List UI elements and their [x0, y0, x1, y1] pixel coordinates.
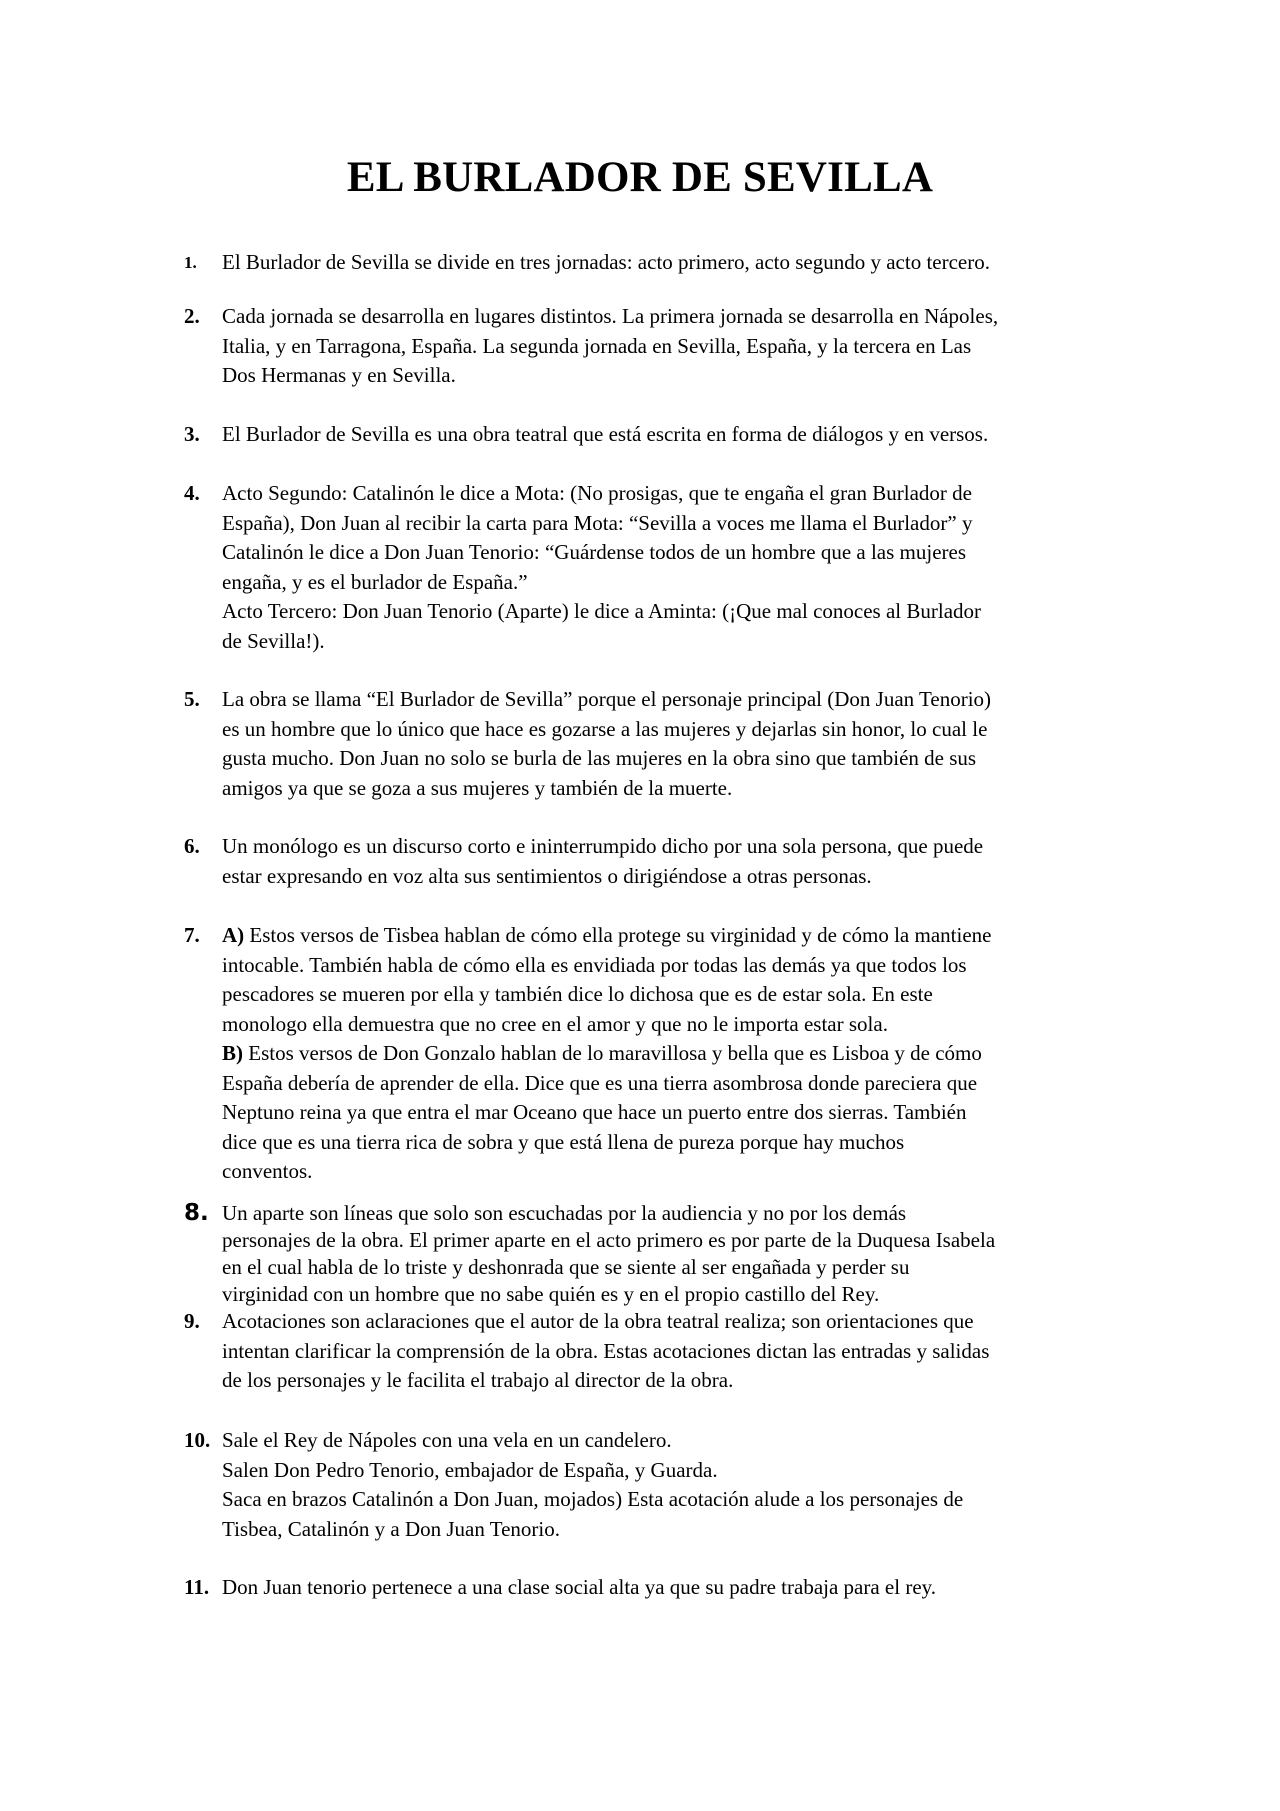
item-text-line: pescadores se mueren por ella y también dice lo dichosa que es de estar sola. En este [222, 982, 933, 1006]
item-number: 11. [184, 1575, 210, 1599]
item-number: 10. [184, 1428, 211, 1452]
item-number: 8. [184, 1200, 209, 1226]
list-item-4 [184, 479, 1104, 656]
list-item-10 [184, 1426, 1104, 1544]
list-item-5 [184, 685, 1104, 803]
item-text-line: Saca en brazos Catalinón a Don Juan, mojados) Esta acotación alude a los personajes de [222, 1487, 964, 1511]
sub-label-a: A) [222, 923, 245, 947]
item-text-line: virginidad con un hombre que no sabe quién es y en el propio castillo del Rey. [222, 1282, 880, 1306]
item-text-line: en el cual habla de lo triste y deshonrada que se siente al ser engañada y perder su [222, 1255, 910, 1279]
list-item-1 [184, 248, 1104, 278]
item-text-line: Tisbea, Catalinón y a Don Juan Tenorio. [222, 1516, 560, 1541]
list-item-2 [184, 302, 1104, 391]
item-text-line: Sale el Rey de Nápoles con una vela en un candelero. [222, 1428, 672, 1452]
item-text-line: amigos ya que se goza a sus mujeres y también de la muerte. [222, 775, 733, 800]
item-number: 3. [184, 422, 200, 446]
item-text-line: conventos. [222, 1159, 313, 1183]
item-text-line: El Burlador de Sevilla es una obra teatral que está escrita en forma de diálogos y en versos. [222, 422, 989, 446]
item-text-line: monologo ella demuestra que no cree en el amor y que no le importa estar sola. [222, 1011, 888, 1036]
item-text-line: La obra se llama “El Burlador de Sevilla” porque el personaje principal (Don Juan Tenorio) [222, 687, 992, 711]
item-number: 9. [184, 1309, 200, 1333]
list-item-6 [184, 832, 1104, 891]
item-text-line: Salen Don Pedro Tenorio, embajador de España, y Guarda. [222, 1457, 718, 1482]
item-text-line: España), Don Juan al recibir la carta para Mota: “Sevilla a voces me llama el Burlador” y [222, 510, 973, 535]
item-number: 4. [184, 481, 200, 505]
list-item-8 [184, 1200, 1104, 1308]
item-text-line: España debería de aprender de ella. Dice que es una tierra asombrosa donde pareciera que [222, 1070, 978, 1095]
item-text-line [222, 1039, 1104, 1069]
sub-text: Estos versos de Tisbea hablan de cómo ella protege su virginidad y de cómo la mantiene [244, 923, 992, 947]
sub-text: Estos versos de Don Gonzalo hablan de lo maravillosa y bella que es Lisboa y de cómo [243, 1041, 982, 1065]
item-text-line: engaña, y es el burlador de España.” [222, 569, 528, 594]
list-item-9 [184, 1307, 1104, 1396]
item-text-line: Italia, y en Tarragona, España. La segunda jornada en Sevilla, España, y la tercera en Las [222, 333, 972, 358]
item-text-line: gusta mucho. Don Juan no solo se burla de las mujeres en la obra sino que también de sus [222, 746, 977, 770]
item-text-line: personajes de la obra. El primer aparte en el acto primero es por parte de la Duquesa Isabela [222, 1228, 996, 1252]
item-text-line: intocable. También habla de cómo ella es envidiada por todas las demás ya que todos los [222, 952, 967, 977]
item-text-line: Acotaciones son aclaraciones que el autor de la obra teatral realiza; son orientaciones que [222, 1309, 974, 1333]
sub-label-b: B) [222, 1041, 243, 1065]
item-text-line: Don Juan tenorio pertenece a una clase social alta ya que su padre trabaja para el rey. [222, 1575, 937, 1599]
item-text-line: estar expresando en voz alta sus sentimientos o dirigiéndose a otras personas. [222, 863, 872, 888]
item-text-line: El Burlador de Sevilla se divide en tres jornadas: acto primero, acto segundo y acto tercero. [222, 250, 990, 274]
item-text-line: de Sevilla!). [222, 628, 325, 653]
item-text-line: Un monólogo es un discurso corto e ininterrumpido dicho por una sola persona, que puede [222, 834, 984, 858]
item-number: 6. [184, 834, 200, 858]
item-number: 1. [184, 253, 197, 272]
item-number: 5. [184, 687, 200, 711]
item-number: 2. [184, 304, 200, 328]
item-text-line: Neptuno reina ya que entra el mar Oceano que hace un puerto entre dos sierras. También [222, 1100, 967, 1124]
item-text-line: dice que es una tierra rica de sobra y que está llena de pureza porque hay muchos [222, 1129, 905, 1154]
list-item-7 [184, 921, 1104, 1187]
item-text-line: Cada jornada se desarrolla en lugares distintos. La primera jornada se desarrolla en Nápoles, [222, 304, 999, 328]
list-item-3 [184, 420, 1104, 450]
item-text-line: de los personajes y le facilita el trabajo al director de la obra. [222, 1368, 734, 1392]
document-title: EL BURLADOR DE SEVILLA [346, 154, 934, 201]
item-text-line: Un aparte son líneas que solo son escuchadas por la audiencia y no por los demás [222, 1201, 907, 1225]
item-text-line: Dos Hermanas y en Sevilla. [222, 363, 456, 387]
item-text-line: Acto Segundo: Catalinón le dice a Mota: (No prosigas, que te engaña el gran Burlador de [222, 481, 972, 505]
list-item-11 [184, 1573, 1104, 1603]
item-text-line: Catalinón le dice a Don Juan Tenorio: “Guárdense todos de un hombre que a las mujeres [222, 540, 967, 564]
item-text-line: Acto Tercero: Don Juan Tenorio (Aparte) le dice a Aminta: (¡Que mal conoces al Burlador [222, 599, 982, 623]
item-number: 7. [184, 923, 200, 947]
item-text-line: intentan clarificar la comprensión de la obra. Estas acotaciones dictan las entradas y salidas [222, 1338, 990, 1363]
item-text-line: es un hombre que lo único que hace es gozarse a las mujeres y dejarlas sin honor, lo cual le [222, 716, 988, 741]
item-text-line [222, 921, 1104, 951]
